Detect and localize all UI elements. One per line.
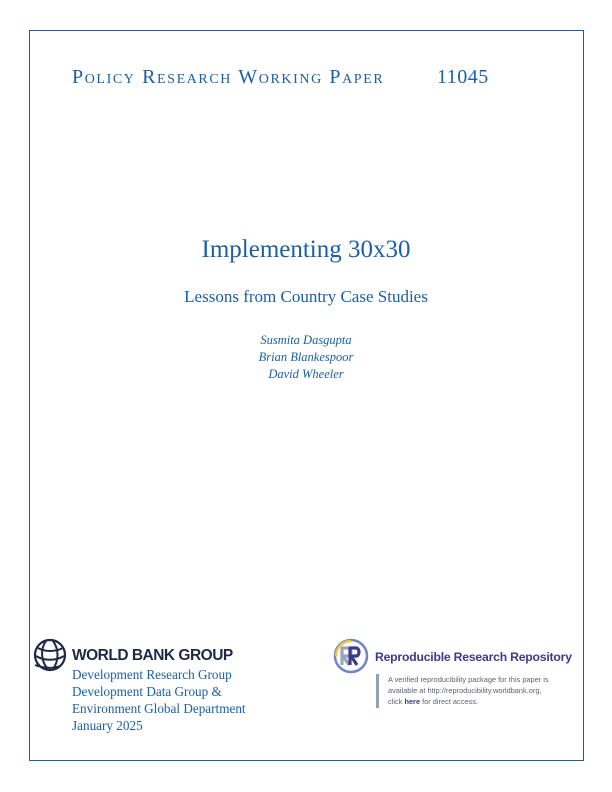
author-name: Brian Blankespoor [258, 350, 354, 364]
paper-subtitle: Lessons from Country Case Studies [184, 287, 428, 306]
here-link[interactable]: here [404, 697, 421, 707]
repository-note [376, 674, 588, 708]
publisher-info [72, 666, 246, 734]
note-suffix: for direct access. [422, 697, 478, 707]
note-line: available at http://reproducibility.worldbank.org, [388, 686, 542, 696]
world-bank-group-wordmark: WORLD BANK GROUP [72, 647, 233, 664]
repository-title: Reproducible Research Repository [375, 650, 572, 664]
author-name: David Wheeler [268, 367, 344, 381]
world-bank-globe-icon [33, 638, 67, 672]
paper-number: 11045 [437, 66, 489, 88]
author-list [0, 332, 612, 383]
note-line [388, 696, 588, 707]
paper-title: Implementing 30x30 [201, 236, 411, 263]
publication-date: January 2025 [72, 718, 143, 733]
department-line: Environment Global Department [72, 701, 246, 716]
note-prefix: click [388, 697, 403, 707]
note-line: A verified reproducibility package for this paper is [388, 675, 549, 684]
department-line: Development Research Group [72, 667, 232, 682]
author-name: Susmita Dasgupta [260, 333, 352, 347]
reproducibility-rr-icon [333, 638, 369, 674]
series-title: Policy Research Working Paper [72, 66, 385, 88]
department-line: Development Data Group & [72, 684, 222, 699]
